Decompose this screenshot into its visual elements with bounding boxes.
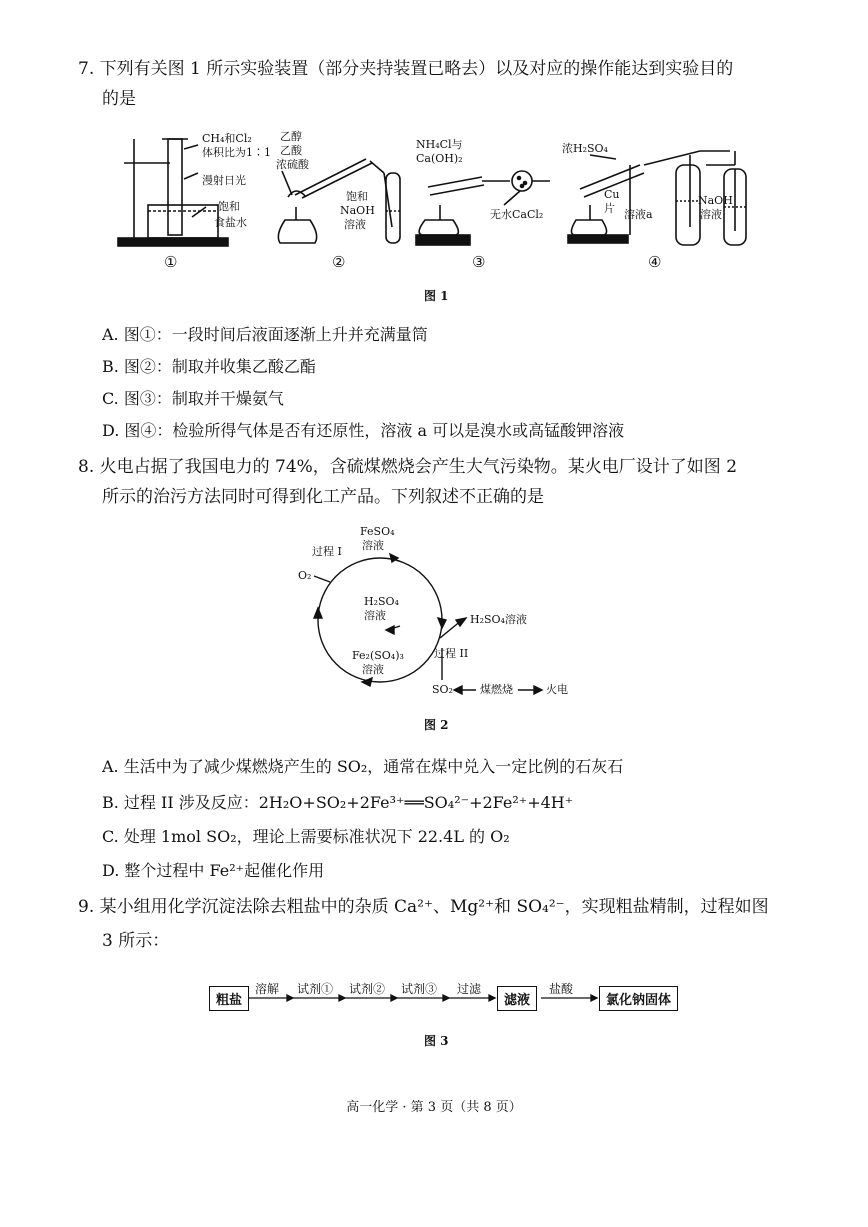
flow-box-filtrate: 滤液 xyxy=(497,986,537,1011)
flow-step-reagent-3: 试剂③ xyxy=(401,982,438,996)
flow-box-crude-salt: 粗盐 xyxy=(209,986,249,1011)
page-footer: 高一化学 · 第 3 页（共 8 页） xyxy=(346,1100,522,1115)
app3-number: ③ xyxy=(472,253,486,271)
fig2-h2so4-solution: 溶液 xyxy=(364,609,386,622)
q7-option-a: A. 图①：一段时间后液面逐渐上升并充满量筒 xyxy=(102,325,428,344)
q8-option-d: D. 整个过程中 Fe²⁺起催化作用 xyxy=(102,861,325,880)
fig2-process-1: 过程 I xyxy=(312,545,342,558)
fig2-coal-combustion: 煤燃烧 xyxy=(480,683,513,696)
figure-2 xyxy=(290,520,610,705)
flow-box-sodium-chloride: 氯化钠固体 xyxy=(599,986,678,1011)
flow-step-reagent-1: 试剂① xyxy=(297,982,334,996)
app4-label-1: 浓H₂SO₄ xyxy=(562,142,608,155)
q9-stem-line1: 9. 某小组用化学沉淀法除去粗盐中的杂质 Ca²⁺、Mg²⁺和 SO₄²⁻，实现粗盐精制，过程如图 xyxy=(78,897,769,917)
q7-option-c: C. 图③：制取并干燥氨气 xyxy=(102,389,284,408)
app2-label-5: NaOH xyxy=(340,204,375,217)
fig2-feso4: FeSO₄ xyxy=(360,525,395,538)
app3-label-2: Ca(OH)₂ xyxy=(416,152,463,165)
q7-stem-line2: 的是 xyxy=(102,89,136,109)
fig2-process-2: 过程 II xyxy=(434,647,469,660)
fig2-so2: SO₂ xyxy=(432,683,453,696)
figure-3-caption: 图 3 xyxy=(424,1034,449,1048)
q8-stem-line2: 所示的治污方法同时可得到化工产品。下列叙述不正确的是 xyxy=(102,487,544,507)
fig2-h2so4: H₂SO₄ xyxy=(364,595,399,608)
fig2-feso4-solution: 溶液 xyxy=(362,539,384,552)
app4-label-6: 溶液 xyxy=(700,208,722,221)
app1-label-1: CH₄和Cl₂ xyxy=(202,132,252,145)
q7-option-d: D. 图④：检验所得气体是否有还原性，溶液 a 可以是溴水或高锰酸钾溶液 xyxy=(102,421,625,440)
app2-label-6: 溶液 xyxy=(344,218,366,231)
app3-label-3: 无水CaCl₂ xyxy=(490,208,544,221)
q7-stem-line1: 7. 下列有关图 1 所示实验装置（部分夹持装置已略去）以及对应的操作能达到实验目的 xyxy=(78,59,734,79)
app1-label-2: 体积比为1∶1 xyxy=(202,146,271,159)
q8-option-b: B. 过程 II 涉及反应：2H₂O+SO₂+2Fe³⁺══SO₄²⁻+2Fe²⁺+4H⁺ xyxy=(102,793,574,812)
q8-option-a: A. 生活中为了减少煤燃烧产生的 SO₂，通常在煤中兑入一定比例的石灰石 xyxy=(102,757,624,776)
app4-label-2: Cu xyxy=(604,188,620,201)
app4-label-3: 片 xyxy=(604,202,615,215)
app4-label-5: NaOH xyxy=(698,194,733,207)
fig2-h2so4-output: H₂SO₄溶液 xyxy=(470,613,527,626)
fig2-o2: O₂ xyxy=(298,569,312,582)
flow-step-hydrochloric-acid: 盐酸 xyxy=(549,982,574,996)
figure-2-caption: 图 2 xyxy=(424,718,449,732)
app2-label-1: 乙醇 xyxy=(280,130,302,143)
fig2-fe2so43-solution: 溶液 xyxy=(362,663,384,676)
q7-option-b: B. 图②：制取并收集乙酸乙酯 xyxy=(102,357,316,376)
app3-label-1: NH₄Cl与 xyxy=(416,138,463,151)
flow-step-filter: 过滤 xyxy=(457,982,482,996)
fig2-thermal-power: 火电 xyxy=(546,683,568,696)
app1-label-4: 饱和 xyxy=(218,200,240,213)
app2-label-3: 浓硫酸 xyxy=(276,158,309,171)
q9-stem-line2: 3 所示： xyxy=(102,931,170,951)
q8-stem-line1: 8. 火电占据了我国电力的 74%，含硫煤燃烧会产生大气污染物。某火电厂设计了如图 2 xyxy=(78,457,738,477)
figure-3-flowchart xyxy=(205,980,685,1020)
app2-label-2: 乙酸 xyxy=(280,144,302,157)
app2-number: ② xyxy=(332,253,346,271)
figure-1 xyxy=(110,125,790,280)
app1-number: ① xyxy=(164,253,178,271)
app2-label-4: 饱和 xyxy=(346,190,368,203)
app1-label-5: 食盐水 xyxy=(214,216,247,229)
app4-number: ④ xyxy=(648,253,662,271)
figure-1-caption: 图 1 xyxy=(424,289,449,303)
q8-option-c: C. 处理 1mol SO₂，理论上需要标准状况下 22.4L 的 O₂ xyxy=(102,827,510,846)
app4-label-4: 溶液a xyxy=(624,208,653,221)
fig2-fe2so43: Fe₂(SO₄)₃ xyxy=(352,649,404,662)
app1-label-3: 漫射日光 xyxy=(202,174,246,187)
flow-step-dissolve: 溶解 xyxy=(255,982,280,996)
flow-step-reagent-2: 试剂② xyxy=(349,982,386,996)
